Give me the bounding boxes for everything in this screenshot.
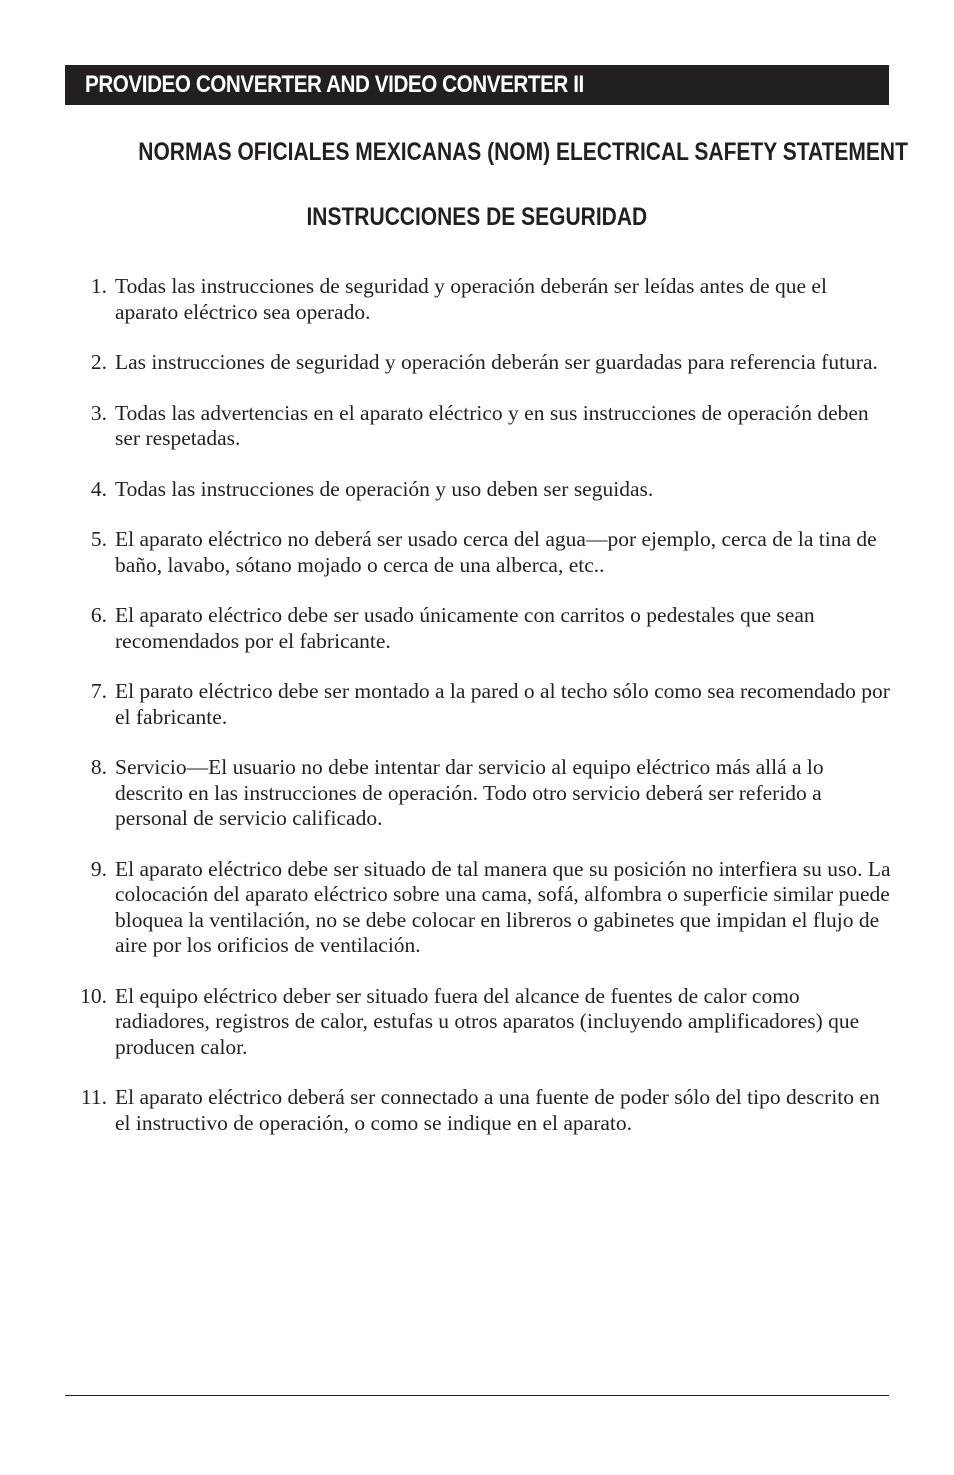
- list-item: [65, 350, 895, 376]
- instructions-heading: [65, 203, 889, 232]
- item-text: El aparato eléctrico deberá ser connectado a una fuente de poder sólo del tipo descrito en el instructivo de operación, o como se indique en el aparato.: [115, 1085, 880, 1135]
- item-number: 6.: [90, 603, 107, 627]
- item-text: El parato eléctrico debe ser montado a la pared o al techo sólo como sea recomendado por el fabricante.: [115, 679, 890, 729]
- item-text: Servicio—El usuario no debe intentar dar servicio al equipo eléctrico más allá a lo descrito en las instrucciones de operación. Todo otro servicio deberá ser referido a personal de servicio calificado.: [115, 755, 824, 830]
- item-number: 5.: [90, 527, 107, 551]
- item-number: 10.: [80, 983, 107, 1008]
- list-item: [65, 755, 895, 832]
- list-item: [65, 603, 895, 654]
- item-number: 11.: [80, 1085, 107, 1109]
- item-number: 2.: [90, 350, 107, 374]
- list-item: [65, 477, 895, 503]
- item-text: El aparato eléctrico debe ser usado únicamente con carritos o pedestales que sean recomendados por el fabricante.: [115, 603, 815, 653]
- item-text: El aparato eléctrico debe ser situado de tal manera que su posición no interfiera su uso. La colocación del aparato eléctrico sobre una cama, sofá, alfombra o superficie similar puede bloquea la ventilación, no se debe colocar en libreros o gabinetes que impidan el flujo de aire por los orificios de ventilación.: [115, 856, 891, 957]
- list-item: [65, 527, 895, 578]
- header-title: PROVIDEO CONVERTER AND VIDEO CONVERTER II: [85, 71, 584, 98]
- footer-divider: [65, 1395, 889, 1396]
- statement-heading-text: NORMAS OFICIALES MEXICANAS (NOM) ELECTRICAL SAFETY STATEMENT: [138, 138, 908, 166]
- item-number: 1.: [90, 274, 107, 298]
- list-item: [65, 274, 895, 325]
- statement-heading: [65, 138, 908, 167]
- header-bar: [65, 65, 889, 105]
- list-item: [65, 401, 895, 452]
- list-item: [65, 1085, 895, 1136]
- item-text: Todas las advertencias en el aparato eléctrico y en sus instrucciones de operación deben ser respetadas.: [115, 400, 869, 450]
- instructions-heading-text: INSTRUCCIONES DE SEGURIDAD: [306, 203, 648, 231]
- list-item: [65, 857, 895, 959]
- item-number: 7.: [90, 679, 107, 703]
- item-text: Todas las instrucciones de operación y uso deben ser seguidas.: [115, 476, 654, 501]
- item-text: El aparato eléctrico no deberá ser usado cerca del agua—por ejemplo, cerca de la tina de baño, lavabo, sótano mojado o cerca de una alberca, etc..: [115, 527, 877, 577]
- item-text: Todas las instrucciones de seguridad y operación deberán ser leídas antes de que el aparato eléctrico sea operado.: [115, 274, 827, 324]
- safety-instructions-list: [65, 274, 895, 1161]
- item-number: 9.: [90, 856, 107, 881]
- item-text: Las instrucciones de seguridad y operación deberán ser guardadas para referencia futura.: [115, 350, 878, 374]
- item-number: 3.: [90, 400, 107, 425]
- item-number: 8.: [90, 755, 107, 779]
- item-text: El equipo eléctrico deber ser situado fuera del alcance de fuentes de calor como radiadores, registros de calor, estufas u otros aparatos (incluyendo amplificadores) que producen calor.: [115, 983, 860, 1059]
- list-item: [65, 679, 895, 730]
- item-number: 4.: [90, 476, 107, 501]
- list-item: [65, 984, 895, 1061]
